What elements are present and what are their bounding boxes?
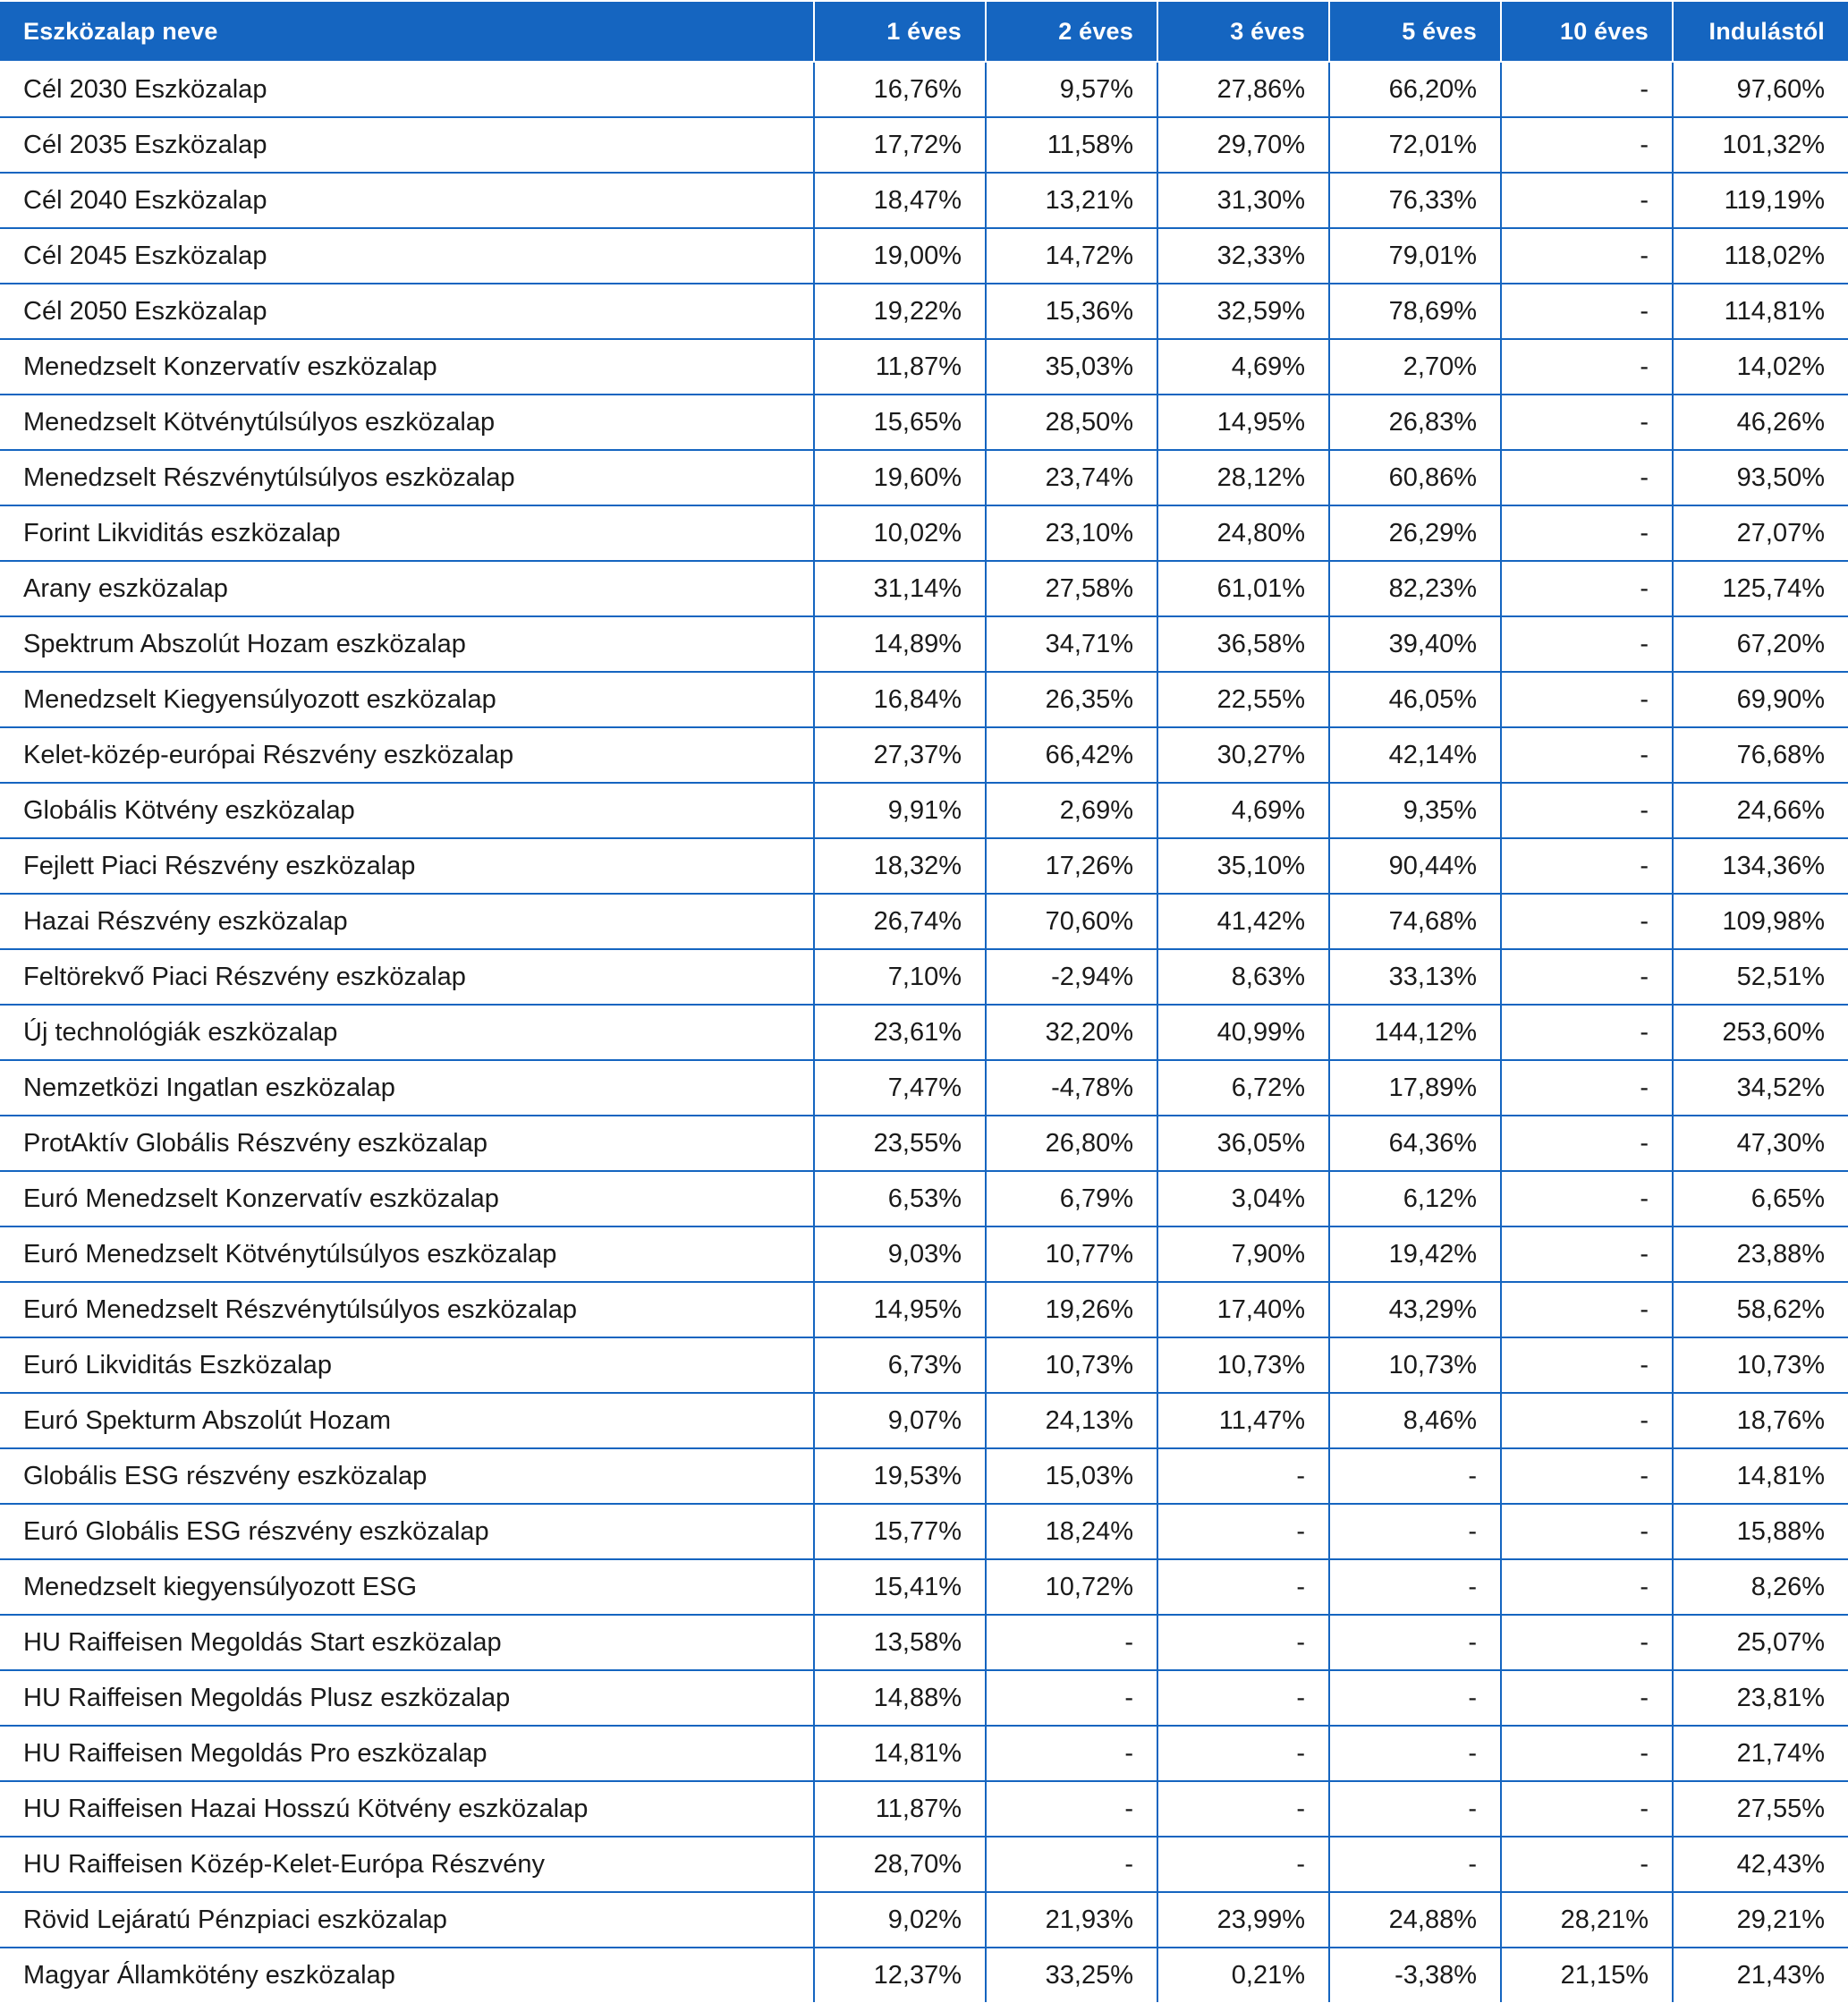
return-cell: 14,72% [986, 228, 1157, 284]
return-cell: 19,53% [814, 1448, 986, 1504]
return-cell: 15,03% [986, 1448, 1157, 1504]
return-cell: 46,05% [1329, 672, 1501, 727]
fund-name-cell: Cél 2050 Eszközalap [0, 284, 814, 339]
return-cell: 144,12% [1329, 1005, 1501, 1060]
fund-name-cell: Cél 2035 Eszközalap [0, 117, 814, 173]
table-row [0, 505, 1848, 561]
return-since-inception-cell: 34,52% [1673, 1060, 1848, 1116]
fund-name-cell: ProtAktív Globális Részvény eszközalap [0, 1116, 814, 1171]
return-cell: 2,69% [986, 783, 1157, 838]
column-header-fund-name: Eszközalap neve [0, 1, 814, 62]
return-cell: 22,55% [1157, 672, 1329, 727]
return-cell: - [1501, 450, 1673, 505]
table-row [0, 1060, 1848, 1116]
return-cell: - [1501, 1116, 1673, 1171]
return-cell: 6,72% [1157, 1060, 1329, 1116]
return-cell: 8,63% [1157, 949, 1329, 1005]
table-row [0, 1837, 1848, 1892]
return-cell: 9,91% [814, 783, 986, 838]
return-cell: 19,00% [814, 228, 986, 284]
return-cell: - [1157, 1559, 1329, 1615]
fund-name-cell: Kelet-közép-európai Részvény eszközalap [0, 727, 814, 783]
fund-name-cell: Globális ESG részvény eszközalap [0, 1448, 814, 1504]
return-cell: 6,79% [986, 1171, 1157, 1226]
return-since-inception-cell: 8,26% [1673, 1559, 1848, 1615]
fund-name-cell: Menedzselt Kötvénytúlsúlyos eszközalap [0, 395, 814, 450]
return-cell: - [986, 1615, 1157, 1670]
table-row [0, 1615, 1848, 1670]
table-row [0, 561, 1848, 616]
return-cell: - [1501, 1393, 1673, 1448]
return-cell: 36,05% [1157, 1116, 1329, 1171]
return-cell: 11,87% [814, 339, 986, 395]
fund-name-cell: HU Raiffeisen Megoldás Plusz eszközalap [0, 1670, 814, 1726]
return-cell: - [1501, 561, 1673, 616]
return-cell: 23,10% [986, 505, 1157, 561]
return-cell: - [1501, 339, 1673, 395]
return-cell: 42,14% [1329, 727, 1501, 783]
return-since-inception-cell: 10,73% [1673, 1337, 1848, 1393]
return-cell: 43,29% [1329, 1282, 1501, 1337]
return-cell: 4,69% [1157, 339, 1329, 395]
return-cell: 7,47% [814, 1060, 986, 1116]
return-since-inception-cell: 93,50% [1673, 450, 1848, 505]
fund-name-cell: Cél 2045 Eszközalap [0, 228, 814, 284]
fund-name-cell: Forint Likviditás eszközalap [0, 505, 814, 561]
table-row [0, 949, 1848, 1005]
return-cell: 74,68% [1329, 894, 1501, 949]
table-row [0, 62, 1848, 117]
return-cell: 15,65% [814, 395, 986, 450]
return-cell: - [1501, 1726, 1673, 1781]
return-cell: - [1157, 1448, 1329, 1504]
return-cell: 10,77% [986, 1226, 1157, 1282]
return-cell: 23,55% [814, 1116, 986, 1171]
return-cell: 28,70% [814, 1837, 986, 1892]
table-row [0, 450, 1848, 505]
return-cell: 12,37% [814, 1948, 986, 2002]
return-cell: 9,03% [814, 1226, 986, 1282]
return-cell: 72,01% [1329, 117, 1501, 173]
return-cell: -3,38% [1329, 1948, 1501, 2002]
fund-name-cell: Rövid Lejáratú Pénzpiaci eszközalap [0, 1892, 814, 1948]
return-cell: 29,70% [1157, 117, 1329, 173]
table-row [0, 1892, 1848, 1948]
fund-name-cell: Euró Globális ESG részvény eszközalap [0, 1504, 814, 1559]
return-cell: 27,86% [1157, 62, 1329, 117]
table-body [0, 62, 1848, 2002]
return-cell: 23,74% [986, 450, 1157, 505]
fund-name-cell: Euró Menedzselt Részvénytúlsúlyos eszközalap [0, 1282, 814, 1337]
return-cell: 10,73% [1329, 1337, 1501, 1393]
return-cell: - [1157, 1726, 1329, 1781]
return-since-inception-cell: 24,66% [1673, 783, 1848, 838]
return-since-inception-cell: 6,65% [1673, 1171, 1848, 1226]
return-cell: - [1501, 672, 1673, 727]
return-cell: 18,24% [986, 1504, 1157, 1559]
fund-name-cell: Euró Menedzselt Kötvénytúlsúlyos eszközalap [0, 1226, 814, 1282]
return-cell: 6,73% [814, 1337, 986, 1393]
return-cell: 19,26% [986, 1282, 1157, 1337]
return-since-inception-cell: 76,68% [1673, 727, 1848, 783]
return-cell: 17,72% [814, 117, 986, 173]
return-cell: 30,27% [1157, 727, 1329, 783]
return-since-inception-cell: 27,07% [1673, 505, 1848, 561]
table-row [0, 1948, 1848, 2002]
return-since-inception-cell: 114,81% [1673, 284, 1848, 339]
return-cell: 19,60% [814, 450, 986, 505]
return-cell: 19,42% [1329, 1226, 1501, 1282]
table-header-row [0, 1, 1848, 62]
return-cell: 32,33% [1157, 228, 1329, 284]
return-cell: - [1157, 1504, 1329, 1559]
return-cell: 26,74% [814, 894, 986, 949]
return-cell: - [1501, 228, 1673, 284]
return-cell: 35,03% [986, 339, 1157, 395]
return-cell: 76,33% [1329, 173, 1501, 228]
table-row [0, 339, 1848, 395]
return-cell: - [1501, 838, 1673, 894]
return-since-inception-cell: 23,88% [1673, 1226, 1848, 1282]
return-cell: - [1501, 1837, 1673, 1892]
return-cell: - [986, 1837, 1157, 1892]
return-cell: -2,94% [986, 949, 1157, 1005]
return-cell: 24,88% [1329, 1892, 1501, 1948]
return-cell: 16,84% [814, 672, 986, 727]
return-since-inception-cell: 27,55% [1673, 1781, 1848, 1837]
return-since-inception-cell: 67,20% [1673, 616, 1848, 672]
return-cell: 18,47% [814, 173, 986, 228]
return-cell: 32,59% [1157, 284, 1329, 339]
return-cell: 24,13% [986, 1393, 1157, 1448]
return-cell: 18,32% [814, 838, 986, 894]
return-cell: - [1501, 894, 1673, 949]
return-cell: 82,23% [1329, 561, 1501, 616]
table-row [0, 838, 1848, 894]
return-cell: 16,76% [814, 62, 986, 117]
return-cell: 26,83% [1329, 395, 1501, 450]
column-header-3y: 3 éves [1157, 1, 1329, 62]
column-header-1y: 1 éves [814, 1, 986, 62]
return-cell: 40,99% [1157, 1005, 1329, 1060]
return-cell: - [1501, 395, 1673, 450]
return-since-inception-cell: 118,02% [1673, 228, 1848, 284]
table-row [0, 616, 1848, 672]
fund-name-cell: Euró Spekturm Abszolút Hozam [0, 1393, 814, 1448]
return-cell: 21,93% [986, 1892, 1157, 1948]
table-row [0, 1781, 1848, 1837]
return-cell: 14,88% [814, 1670, 986, 1726]
return-cell: 13,58% [814, 1615, 986, 1670]
return-cell: 2,70% [1329, 339, 1501, 395]
table-row [0, 672, 1848, 727]
return-cell: 14,81% [814, 1726, 986, 1781]
column-header-2y: 2 éves [986, 1, 1157, 62]
return-cell: - [1501, 783, 1673, 838]
return-cell: - [1501, 1005, 1673, 1060]
return-cell: 9,35% [1329, 783, 1501, 838]
return-cell: - [1329, 1726, 1501, 1781]
return-cell: 14,95% [814, 1282, 986, 1337]
fund-name-cell: Hazai Részvény eszközalap [0, 894, 814, 949]
return-cell: 26,35% [986, 672, 1157, 727]
return-cell: - [1329, 1448, 1501, 1504]
return-cell: 17,89% [1329, 1060, 1501, 1116]
return-cell: - [986, 1670, 1157, 1726]
fund-name-cell: Arany eszközalap [0, 561, 814, 616]
table-row [0, 1726, 1848, 1781]
return-since-inception-cell: 97,60% [1673, 62, 1848, 117]
return-cell: - [1157, 1670, 1329, 1726]
return-since-inception-cell: 109,98% [1673, 894, 1848, 949]
return-cell: 19,22% [814, 284, 986, 339]
return-cell: 27,58% [986, 561, 1157, 616]
return-since-inception-cell: 253,60% [1673, 1005, 1848, 1060]
return-since-inception-cell: 14,02% [1673, 339, 1848, 395]
return-cell: - [1501, 505, 1673, 561]
return-cell: - [1329, 1670, 1501, 1726]
return-since-inception-cell: 21,74% [1673, 1726, 1848, 1781]
return-cell: 17,26% [986, 838, 1157, 894]
return-cell: 34,71% [986, 616, 1157, 672]
return-cell: 41,42% [1157, 894, 1329, 949]
table-row [0, 1171, 1848, 1226]
return-cell: 10,73% [986, 1337, 1157, 1393]
fund-name-cell: Feltörekvő Piaci Részvény eszközalap [0, 949, 814, 1005]
return-cell: - [1501, 1504, 1673, 1559]
return-cell: - [1157, 1615, 1329, 1670]
return-cell: - [1501, 1060, 1673, 1116]
table-row [0, 395, 1848, 450]
return-cell: 15,41% [814, 1559, 986, 1615]
fund-name-cell: Fejlett Piaci Részvény eszközalap [0, 838, 814, 894]
return-cell: 31,30% [1157, 173, 1329, 228]
return-cell: - [1157, 1837, 1329, 1892]
return-cell: 35,10% [1157, 838, 1329, 894]
return-cell: -4,78% [986, 1060, 1157, 1116]
table-row [0, 1559, 1848, 1615]
return-cell: 11,87% [814, 1781, 986, 1837]
fund-name-cell: HU Raiffeisen Hazai Hosszú Kötvény eszközalap [0, 1781, 814, 1837]
return-since-inception-cell: 52,51% [1673, 949, 1848, 1005]
return-cell: 10,73% [1157, 1337, 1329, 1393]
return-cell: - [1501, 949, 1673, 1005]
return-cell: 11,58% [986, 117, 1157, 173]
return-cell: 70,60% [986, 894, 1157, 949]
fund-name-cell: Menedzselt kiegyensúlyozott ESG [0, 1559, 814, 1615]
return-cell: 78,69% [1329, 284, 1501, 339]
return-cell: 90,44% [1329, 838, 1501, 894]
return-cell: 4,69% [1157, 783, 1329, 838]
fund-name-cell: Spektrum Abszolút Hozam eszközalap [0, 616, 814, 672]
return-cell: 7,10% [814, 949, 986, 1005]
fund-name-cell: HU Raiffeisen Közép-Kelet-Európa Részvény [0, 1837, 814, 1892]
fund-name-cell: Magyar Államkötény eszközalap [0, 1948, 814, 2002]
return-cell: 15,77% [814, 1504, 986, 1559]
column-header-10y: 10 éves [1501, 1, 1673, 62]
return-cell: - [1501, 284, 1673, 339]
return-cell: 23,61% [814, 1005, 986, 1060]
table-row [0, 228, 1848, 284]
return-cell: - [986, 1781, 1157, 1837]
return-cell: 28,12% [1157, 450, 1329, 505]
return-cell: - [1329, 1559, 1501, 1615]
return-cell: - [1329, 1837, 1501, 1892]
return-cell: 7,90% [1157, 1226, 1329, 1282]
table-row [0, 1116, 1848, 1171]
table-row [0, 1005, 1848, 1060]
return-cell: 66,20% [1329, 62, 1501, 117]
return-cell: 33,13% [1329, 949, 1501, 1005]
return-cell: 61,01% [1157, 561, 1329, 616]
return-cell: 9,57% [986, 62, 1157, 117]
return-cell: 17,40% [1157, 1282, 1329, 1337]
table-header [0, 1, 1848, 62]
column-header-5y: 5 éves [1329, 1, 1501, 62]
return-since-inception-cell: 134,36% [1673, 838, 1848, 894]
return-since-inception-cell: 29,21% [1673, 1892, 1848, 1948]
return-cell: 10,02% [814, 505, 986, 561]
return-cell: - [1501, 117, 1673, 173]
return-cell: - [1501, 1226, 1673, 1282]
return-cell: 11,47% [1157, 1393, 1329, 1448]
table-row [0, 727, 1848, 783]
return-cell: 36,58% [1157, 616, 1329, 672]
return-cell: 27,37% [814, 727, 986, 783]
fund-name-cell: HU Raiffeisen Megoldás Start eszközalap [0, 1615, 814, 1670]
fund-name-cell: Menedzselt Kiegyensúlyozott eszközalap [0, 672, 814, 727]
return-cell: 14,95% [1157, 395, 1329, 450]
return-cell: 9,02% [814, 1892, 986, 1948]
return-since-inception-cell: 47,30% [1673, 1116, 1848, 1171]
return-cell: 23,99% [1157, 1892, 1329, 1948]
column-header-since-inception: Indulástól [1673, 1, 1848, 62]
return-cell: 14,89% [814, 616, 986, 672]
return-since-inception-cell: 14,81% [1673, 1448, 1848, 1504]
return-cell: 26,29% [1329, 505, 1501, 561]
table-row [0, 1282, 1848, 1337]
return-cell: 28,21% [1501, 1892, 1673, 1948]
return-cell: 9,07% [814, 1393, 986, 1448]
return-cell: - [1329, 1781, 1501, 1837]
return-cell: - [1501, 173, 1673, 228]
table-row [0, 1504, 1848, 1559]
return-cell: 0,21% [1157, 1948, 1329, 2002]
table-row [0, 1670, 1848, 1726]
return-cell: - [1501, 616, 1673, 672]
fund-name-cell: Euró Likviditás Eszközalap [0, 1337, 814, 1393]
return-cell: 79,01% [1329, 228, 1501, 284]
table-row [0, 783, 1848, 838]
return-cell: 24,80% [1157, 505, 1329, 561]
fund-name-cell: Menedzselt Részvénytúlsúlyos eszközalap [0, 450, 814, 505]
return-cell: - [1501, 1781, 1673, 1837]
table-row [0, 1337, 1848, 1393]
table-row [0, 173, 1848, 228]
return-since-inception-cell: 15,88% [1673, 1504, 1848, 1559]
return-cell: - [986, 1726, 1157, 1781]
return-since-inception-cell: 101,32% [1673, 117, 1848, 173]
fund-name-cell: Nemzetközi Ingatlan eszközalap [0, 1060, 814, 1116]
return-cell: 21,15% [1501, 1948, 1673, 2002]
return-cell: - [1329, 1615, 1501, 1670]
return-cell: 33,25% [986, 1948, 1157, 2002]
return-cell: 66,42% [986, 727, 1157, 783]
table-row [0, 1226, 1848, 1282]
return-since-inception-cell: 23,81% [1673, 1670, 1848, 1726]
return-cell: - [1501, 1559, 1673, 1615]
return-since-inception-cell: 69,90% [1673, 672, 1848, 727]
return-cell: 60,86% [1329, 450, 1501, 505]
return-cell: 39,40% [1329, 616, 1501, 672]
return-cell: - [1501, 1448, 1673, 1504]
return-cell: 3,04% [1157, 1171, 1329, 1226]
return-since-inception-cell: 21,43% [1673, 1948, 1848, 2002]
return-cell: 28,50% [986, 395, 1157, 450]
return-cell: - [1501, 62, 1673, 117]
return-since-inception-cell: 18,76% [1673, 1393, 1848, 1448]
fund-name-cell: Globális Kötvény eszközalap [0, 783, 814, 838]
table-row [0, 284, 1848, 339]
fund-name-cell: Új technológiák eszközalap [0, 1005, 814, 1060]
return-cell: - [1157, 1781, 1329, 1837]
return-cell: - [1501, 1171, 1673, 1226]
return-since-inception-cell: 42,43% [1673, 1837, 1848, 1892]
return-cell: 32,20% [986, 1005, 1157, 1060]
return-cell: 64,36% [1329, 1116, 1501, 1171]
return-since-inception-cell: 125,74% [1673, 561, 1848, 616]
return-cell: 13,21% [986, 173, 1157, 228]
return-since-inception-cell: 58,62% [1673, 1282, 1848, 1337]
return-cell: 8,46% [1329, 1393, 1501, 1448]
return-cell: - [1329, 1504, 1501, 1559]
return-cell: 10,72% [986, 1559, 1157, 1615]
return-cell: 6,12% [1329, 1171, 1501, 1226]
return-since-inception-cell: 25,07% [1673, 1615, 1848, 1670]
return-since-inception-cell: 46,26% [1673, 395, 1848, 450]
fund-name-cell: Menedzselt Konzervatív eszközalap [0, 339, 814, 395]
return-cell: 15,36% [986, 284, 1157, 339]
return-cell: - [1501, 1337, 1673, 1393]
fund-name-cell: Euró Menedzselt Konzervatív eszközalap [0, 1171, 814, 1226]
return-since-inception-cell: 119,19% [1673, 173, 1848, 228]
table-row [0, 117, 1848, 173]
return-cell: 31,14% [814, 561, 986, 616]
table-row [0, 894, 1848, 949]
return-cell: - [1501, 1615, 1673, 1670]
return-cell: 26,80% [986, 1116, 1157, 1171]
return-cell: - [1501, 727, 1673, 783]
table-row [0, 1448, 1848, 1504]
fund-name-cell: HU Raiffeisen Megoldás Pro eszközalap [0, 1726, 814, 1781]
fund-name-cell: Cél 2030 Eszközalap [0, 62, 814, 117]
fund-name-cell: Cél 2040 Eszközalap [0, 173, 814, 228]
return-cell: - [1501, 1670, 1673, 1726]
return-cell: - [1501, 1282, 1673, 1337]
table-row [0, 1393, 1848, 1448]
return-cell: 6,53% [814, 1171, 986, 1226]
